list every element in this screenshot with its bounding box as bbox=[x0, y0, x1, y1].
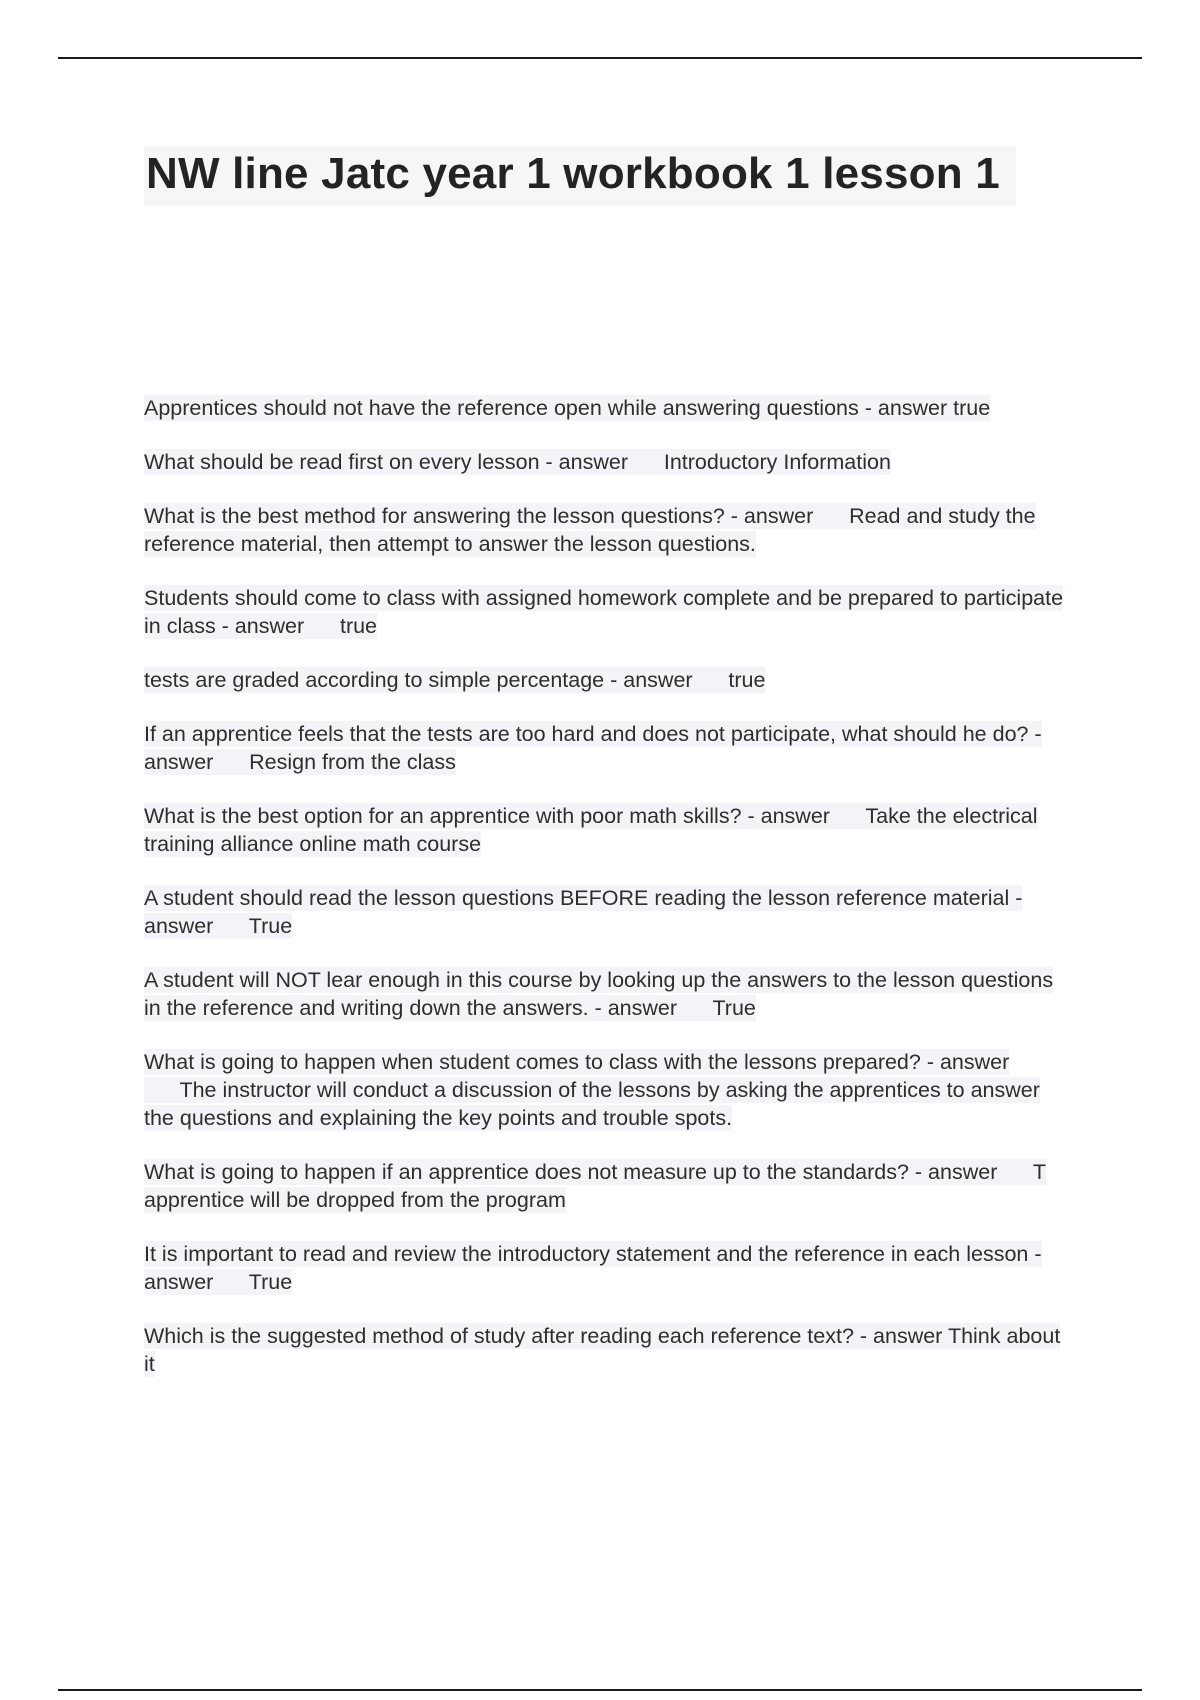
qa-item bbox=[144, 884, 1069, 940]
answer-separator: - answer bbox=[588, 996, 678, 1020]
question-text: If an apprentice feels that the tests are too hard and does not participate, what should he do? bbox=[144, 722, 1029, 746]
question-text: A student should read the lesson questions BEFORE reading the lesson reference material bbox=[144, 886, 1010, 910]
question-text: What is going to happen if an apprentice does not measure up to the standards? bbox=[144, 1160, 909, 1184]
question-text: What is the best option for an apprentice with poor math skills? bbox=[144, 804, 742, 828]
question-text: What is the best method for answering the lesson questions? bbox=[144, 504, 725, 528]
answer-separator: - answer bbox=[144, 1242, 1042, 1294]
answer-separator: - answer bbox=[604, 668, 693, 692]
qa-item bbox=[144, 1240, 1069, 1296]
answer-separator: - answer bbox=[858, 396, 948, 420]
answer-separator: - answer bbox=[920, 1050, 1010, 1074]
top-divider bbox=[58, 57, 1142, 59]
answer-separator: - answer bbox=[724, 504, 814, 528]
answer-separator: - answer bbox=[853, 1324, 943, 1348]
answer-text: True bbox=[712, 996, 756, 1020]
answer-text: Read and study the reference material, then attempt to answer the lesson questions. bbox=[144, 504, 1036, 556]
question-text: A student will NOT lear enough in this course by looking up the answers to the lesson questions in the reference and writing down the answers. bbox=[144, 968, 1054, 1020]
qa-item bbox=[144, 394, 1069, 422]
answer-text: The instructor will conduct a discussion of the lessons by asking the apprentices to answer the questions and explaining the key points and trouble spots. bbox=[144, 1078, 1040, 1130]
answer-text: True bbox=[248, 1270, 293, 1294]
qa-item bbox=[144, 802, 1069, 858]
question-text: Apprentices should not have the reference open while answering questions bbox=[144, 396, 859, 420]
qa-item bbox=[144, 502, 1069, 558]
qa-item bbox=[144, 966, 1069, 1022]
answer-text: true bbox=[339, 614, 378, 638]
answer-text: Introductory Information bbox=[663, 450, 891, 474]
question-text: Which is the suggested method of study after reading each reference text? bbox=[144, 1324, 854, 1348]
answer-separator: - answer bbox=[144, 722, 1042, 774]
answer-text: Resign from the class bbox=[249, 750, 456, 774]
document-title: NW line Jatc year 1 workbook 1 lesson 1 bbox=[144, 146, 1016, 206]
qa-item bbox=[144, 720, 1069, 776]
qa-list bbox=[144, 394, 1069, 1404]
bottom-divider bbox=[58, 1689, 1142, 1691]
qa-item bbox=[144, 584, 1069, 640]
answer-separator: - answer bbox=[215, 614, 305, 638]
answer-text: true bbox=[953, 396, 991, 420]
question-text: What is going to happen when student comes to class with the lessons prepared? bbox=[144, 1050, 921, 1074]
qa-item bbox=[144, 448, 1069, 476]
qa-item bbox=[144, 666, 1069, 694]
qa-item bbox=[144, 1158, 1069, 1214]
answer-text: T apprentice will be dropped from the program bbox=[144, 1160, 1046, 1212]
answer-text: Take the electrical training alliance online math course bbox=[144, 804, 1038, 856]
answer-separator: - answer bbox=[908, 1160, 998, 1184]
question-text: What should be read first on every lesson bbox=[144, 450, 540, 474]
answer-separator: - answer bbox=[144, 886, 1023, 938]
answer-text: True bbox=[248, 914, 293, 938]
answer-text: Think about it bbox=[144, 1324, 1061, 1376]
question-text: Students should come to class with assigned homework complete and be prepared to participate in class bbox=[144, 586, 1064, 638]
question-text: It is important to read and review the introductory statement and the reference in each lesson bbox=[144, 1242, 1029, 1266]
answer-separator: - answer bbox=[539, 450, 628, 474]
question-text: tests are graded according to simple percentage bbox=[144, 668, 605, 692]
qa-item bbox=[144, 1322, 1069, 1378]
answer-separator: - answer bbox=[741, 804, 830, 828]
answer-text: true bbox=[728, 668, 766, 692]
qa-item bbox=[144, 1048, 1069, 1132]
